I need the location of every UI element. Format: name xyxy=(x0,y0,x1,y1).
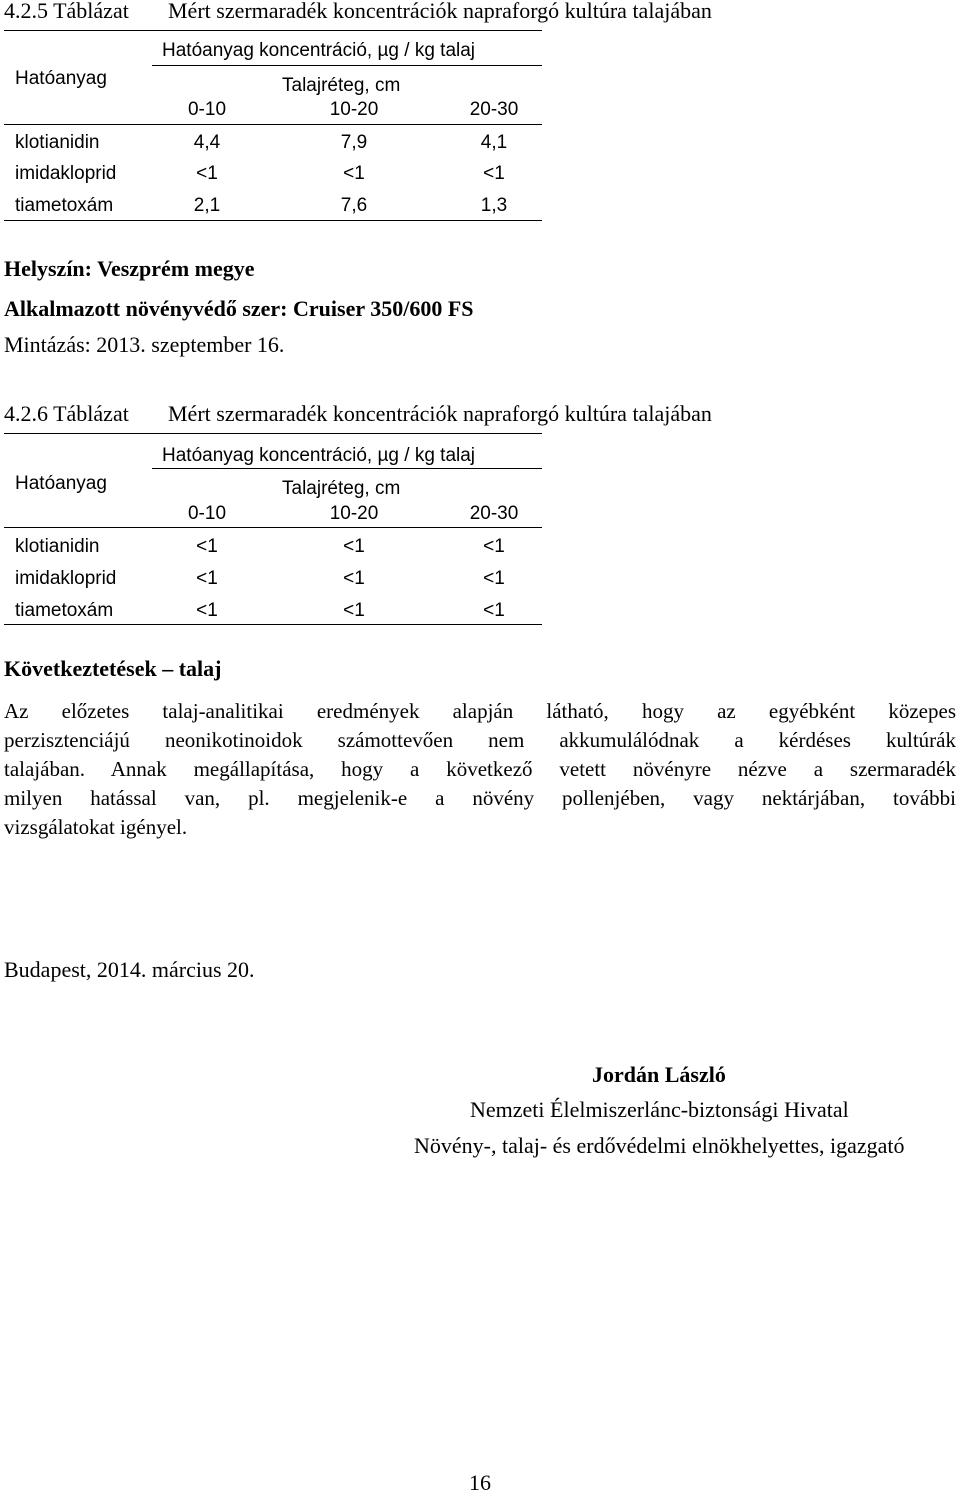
column-header: 20-30 xyxy=(469,503,519,524)
row-label: tiametoxám xyxy=(15,195,114,216)
sub-header: Talajréteg, cm xyxy=(282,75,401,96)
row-header: Hatóanyag xyxy=(15,473,107,494)
page-number: 16 xyxy=(469,1470,491,1495)
table-cell: <1 xyxy=(343,163,365,184)
signatory-organization: Nemzeti Élelmiszerlánc-biztonsági Hivatal xyxy=(470,1097,849,1122)
column-header: 10-20 xyxy=(329,503,379,524)
residue-table xyxy=(4,433,542,625)
table-top-rule xyxy=(4,433,542,434)
conclusions-paragraph xyxy=(4,697,956,842)
table-bottom-rule xyxy=(4,624,542,625)
table-caption xyxy=(4,0,712,24)
table-title: Mért szermaradék koncentrációk napraforgó kultúra talajában xyxy=(168,0,712,23)
table-cell: <1 xyxy=(196,600,218,621)
table-cell: 7,6 xyxy=(340,195,368,216)
column-header: 10-20 xyxy=(329,99,379,120)
site-location: Helyszín: Veszprém megye xyxy=(4,256,255,281)
table-cell: <1 xyxy=(196,536,218,557)
header-bottom-rule xyxy=(4,527,542,528)
conclusions-heading: Következtetések – talaj xyxy=(4,656,222,681)
group-header-rule xyxy=(152,468,542,469)
row-label: imidakloprid xyxy=(15,568,117,589)
table-cell: <1 xyxy=(196,163,218,184)
table-cell: 4,4 xyxy=(193,132,221,153)
signatory-position: Növény-, talaj- és erdővédelmi elnökhelyettes, igazgató xyxy=(414,1133,905,1158)
table-cell: <1 xyxy=(483,600,505,621)
paragraph-line: milyen hatással van, pl. megjelenik-e a növény pollenjében, vagy nektárjában, további xyxy=(4,786,956,810)
table-cell: 7,9 xyxy=(340,132,368,153)
table-cell: <1 xyxy=(483,568,505,589)
table-number: 4.2.6 Táblázat xyxy=(4,401,129,426)
table-cell: <1 xyxy=(343,536,365,557)
group-header-rule xyxy=(152,65,542,66)
table-cell: <1 xyxy=(483,536,505,557)
paragraph-line: vizsgálatokat igényel. xyxy=(4,815,188,839)
row-label: klotianidin xyxy=(15,536,100,557)
table-cell: <1 xyxy=(343,568,365,589)
table-cell: <1 xyxy=(483,163,505,184)
sub-header: Talajréteg, cm xyxy=(282,478,401,499)
group-header: Hatóanyag koncentráció, µg / kg talaj xyxy=(162,40,476,61)
row-label: imidakloprid xyxy=(15,163,117,184)
applied-product: Alkalmazott növényvédő szer: Cruiser 350/600 FS xyxy=(4,296,474,321)
paragraph-line: talajában. Annak megállapítása, hogy a következő vetett növényre nézve a szermaradék xyxy=(4,757,956,781)
column-header: 0-10 xyxy=(187,503,227,524)
table-bottom-rule xyxy=(4,220,542,221)
header-bottom-rule xyxy=(4,124,542,125)
group-header: Hatóanyag koncentráció, µg / kg talaj xyxy=(162,445,476,466)
sampling-date: Mintázás: 2013. szeptember 16. xyxy=(4,332,285,357)
table-top-rule xyxy=(4,30,542,31)
table-cell: 4,1 xyxy=(480,132,508,153)
row-header: Hatóanyag xyxy=(15,68,107,89)
row-label: tiametoxám xyxy=(15,600,114,621)
table-cell: 2,1 xyxy=(193,195,221,216)
paragraph-line: perzisztenciájú neonikotinoidok számottevően nem akkumulálódnak a kérdéses kultúrák xyxy=(4,728,956,752)
date-place: Budapest, 2014. március 20. xyxy=(4,957,255,982)
residue-table xyxy=(4,30,542,222)
row-label: klotianidin xyxy=(15,132,100,153)
signatory-name: Jordán László xyxy=(592,1062,726,1087)
table-title: Mért szermaradék koncentrációk napraforgó kultúra talajában xyxy=(168,401,712,426)
table-cell: <1 xyxy=(196,568,218,589)
paragraph-line: Az előzetes talaj-analitikai eredmények alapján látható, hogy az egyébként közepes xyxy=(4,699,956,723)
table-caption xyxy=(4,401,712,427)
table-cell: 1,3 xyxy=(480,195,508,216)
table-number: 4.2.5 Táblázat xyxy=(4,0,129,23)
column-header: 0-10 xyxy=(187,99,227,120)
table-cell: <1 xyxy=(343,600,365,621)
column-header: 20-30 xyxy=(469,99,519,120)
